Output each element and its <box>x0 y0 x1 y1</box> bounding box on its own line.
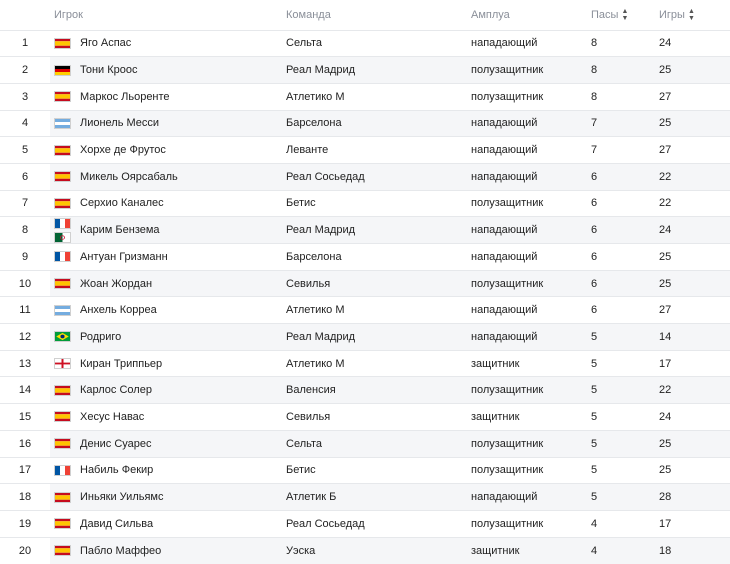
row-number: 8 <box>21 224 29 237</box>
player-info <box>50 117 286 129</box>
player-cell <box>50 110 286 137</box>
player-cell <box>50 457 286 484</box>
team-name[interactable]: Реал Сосьедад <box>286 517 365 530</box>
table-row[interactable] <box>0 270 730 297</box>
player-name[interactable]: Хесус Навас <box>80 410 145 423</box>
assists-count: 6 <box>591 163 659 190</box>
player-role: нападающий <box>471 163 591 190</box>
team-name[interactable]: Атлетико М <box>286 304 345 317</box>
flag-fra-icon <box>54 465 71 476</box>
team-name[interactable]: Бетис <box>286 464 316 477</box>
games-count: 25 <box>659 270 730 297</box>
flag-esp-icon <box>54 171 71 182</box>
table-row[interactable] <box>0 137 730 164</box>
player-info <box>50 411 286 423</box>
assists-count: 7 <box>591 144 598 157</box>
flag-fra-icon <box>54 218 71 229</box>
row-number: 4 <box>21 117 29 130</box>
table-row[interactable] <box>0 377 730 404</box>
games-count: 17 <box>659 357 672 370</box>
player-name[interactable]: Карим Бензема <box>80 224 160 237</box>
player-role: нападающий <box>471 324 591 351</box>
player-name[interactable]: Антуан Гризманн <box>80 250 168 263</box>
player-flags <box>54 465 73 476</box>
player-info <box>50 197 286 209</box>
assists-count: 5 <box>591 324 659 351</box>
row-number: 20 <box>18 544 32 557</box>
player-info <box>50 331 286 343</box>
row-number: 9 <box>21 250 29 263</box>
player-role: полузащитник <box>471 270 591 297</box>
player-role: полузащитник <box>471 464 544 477</box>
row-number: 16 <box>18 437 32 450</box>
player-role: полузащитник <box>471 197 544 210</box>
player-info <box>50 491 286 503</box>
games-count: 18 <box>659 537 730 564</box>
header-team-label: Команда <box>286 8 331 21</box>
player-name[interactable]: Пабло Маффео <box>80 544 162 557</box>
assists-count: 5 <box>591 484 659 511</box>
games-count: 27 <box>659 90 672 103</box>
team-name[interactable]: Барселона <box>286 110 471 137</box>
player-cell <box>50 350 286 377</box>
player-flags <box>54 545 73 556</box>
games-count: 17 <box>659 517 672 530</box>
row-number: 17 <box>18 464 32 477</box>
assists-count: 6 <box>591 304 598 317</box>
team-name[interactable]: Сельта <box>286 37 323 50</box>
player-cell <box>50 430 286 457</box>
player-name[interactable]: Иньяки Уильямс <box>80 491 164 504</box>
row-number: 6 <box>21 170 29 183</box>
flag-esp-icon <box>54 385 71 396</box>
player-name[interactable]: Тони Кроос <box>80 64 138 77</box>
assists-count: 6 <box>591 270 659 297</box>
player-flags <box>54 438 73 449</box>
player-cell <box>50 324 286 351</box>
flag-arg-icon <box>54 118 71 129</box>
player-info <box>50 37 286 49</box>
player-role: полузащитник <box>471 377 591 404</box>
header-games-sortable[interactable] <box>659 0 730 30</box>
player-role: полузащитник <box>471 430 591 457</box>
table-row[interactable] <box>0 457 730 484</box>
player-info <box>50 304 286 316</box>
assists-count: 4 <box>591 537 659 564</box>
row-number: 5 <box>21 144 29 157</box>
sort-arrows-icon[interactable]: ▲ ▼ <box>621 7 629 22</box>
player-info <box>50 64 286 76</box>
player-role: нападающий <box>471 304 538 317</box>
player-cell <box>50 244 286 271</box>
table-row[interactable] <box>0 297 730 324</box>
team-name[interactable]: Атлетико М <box>286 357 345 370</box>
player-cell <box>50 137 286 164</box>
player-cell <box>50 57 286 84</box>
player-name[interactable]: Маркос Льоренте <box>80 90 170 103</box>
player-cell <box>50 404 286 431</box>
player-cell <box>50 510 286 537</box>
flag-esp-icon <box>54 145 71 156</box>
player-info <box>50 171 286 183</box>
assists-count: 5 <box>591 464 598 477</box>
player-flags <box>54 251 73 262</box>
player-info <box>50 438 286 450</box>
table-row[interactable] <box>0 404 730 431</box>
games-count: 14 <box>659 324 730 351</box>
assists-count: 5 <box>591 410 598 423</box>
player-role: защитник <box>471 357 520 370</box>
assists-count: 5 <box>591 357 598 370</box>
player-name[interactable]: Серхио Каналес <box>80 197 164 210</box>
table-row[interactable] <box>0 190 730 217</box>
assists-count: 8 <box>591 37 598 50</box>
row-number: 7 <box>21 197 29 210</box>
games-count: 25 <box>659 110 730 137</box>
games-count: 25 <box>659 464 672 477</box>
player-role: полузащитник <box>471 517 544 530</box>
games-count: 22 <box>659 197 672 210</box>
player-role: нападающий <box>471 144 538 157</box>
header-assists-sortable[interactable] <box>591 0 659 30</box>
assists-count: 5 <box>591 377 659 404</box>
row-number: 10 <box>18 277 32 290</box>
assists-count: 6 <box>591 197 598 210</box>
header-player-label: Игрок <box>54 8 83 21</box>
player-name[interactable]: Денис Суарес <box>80 437 152 450</box>
player-cell <box>50 163 286 190</box>
player-cell <box>50 484 286 511</box>
games-count: 27 <box>659 144 672 157</box>
team-name[interactable]: Атлетико М <box>286 90 345 103</box>
flag-esp-icon <box>54 518 71 529</box>
player-flags <box>54 331 73 342</box>
player-info <box>50 218 286 243</box>
assists-count: 4 <box>591 517 598 530</box>
player-cell <box>50 190 286 217</box>
team-name[interactable]: Реал Сосьедад <box>286 163 471 190</box>
flag-eng-icon <box>54 358 71 369</box>
player-flags <box>54 198 73 209</box>
player-cell <box>50 270 286 297</box>
flag-bra-icon <box>54 331 71 342</box>
table-row[interactable] <box>0 430 730 457</box>
player-flags <box>54 118 73 129</box>
table-row[interactable] <box>0 217 730 244</box>
table-row[interactable] <box>0 537 730 564</box>
row-number: 19 <box>18 517 32 530</box>
player-flags <box>54 305 73 316</box>
player-role: нападающий <box>471 217 591 244</box>
flag-alg-icon <box>54 232 71 243</box>
player-name[interactable]: Лионель Месси <box>80 117 160 130</box>
player-info <box>50 278 286 290</box>
team-name[interactable]: Реал Мадрид <box>286 57 471 84</box>
games-count: 27 <box>659 304 672 317</box>
player-flags <box>54 358 73 369</box>
flag-esp-icon <box>54 411 71 422</box>
assists-count: 8 <box>591 90 598 103</box>
player-info <box>50 251 286 263</box>
table-row[interactable] <box>0 350 730 377</box>
team-name[interactable]: Реал Мадрид <box>286 217 471 244</box>
team-name[interactable]: Барселона <box>286 250 342 263</box>
flag-esp-icon <box>54 91 71 102</box>
player-name[interactable]: Хорхе де Фрутос <box>80 144 166 157</box>
header-games-label[interactable]: Игры <box>659 8 685 21</box>
flag-esp-icon <box>54 198 71 209</box>
player-flags <box>54 38 73 49</box>
row-number: 1 <box>21 37 29 50</box>
player-info <box>50 545 286 557</box>
team-name[interactable]: Севилья <box>286 410 331 423</box>
table-row[interactable] <box>0 83 730 110</box>
player-info <box>50 144 286 156</box>
player-flags <box>54 385 73 396</box>
table-row[interactable] <box>0 324 730 351</box>
flag-esp-icon <box>54 545 71 556</box>
team-name[interactable]: Сельта <box>286 430 471 457</box>
games-count: 25 <box>659 57 730 84</box>
player-cell <box>50 83 286 110</box>
player-role: защитник <box>471 410 520 423</box>
assists-count: 8 <box>591 57 659 84</box>
table-row[interactable] <box>0 57 730 84</box>
flag-esp-icon <box>54 492 71 503</box>
flag-esp-icon <box>54 438 71 449</box>
header-role-label: Амплуа <box>471 8 510 21</box>
games-count: 22 <box>659 163 730 190</box>
player-role: нападающий <box>471 250 538 263</box>
player-flags <box>54 218 73 243</box>
table-body <box>0 30 730 564</box>
player-info <box>50 518 286 530</box>
player-name[interactable]: Киран Триппьер <box>80 357 163 370</box>
player-role: нападающий <box>471 110 591 137</box>
player-info <box>50 384 286 396</box>
header-role <box>471 0 591 30</box>
player-flags <box>54 518 73 529</box>
row-number: 15 <box>18 410 32 423</box>
table-row[interactable] <box>0 30 730 57</box>
games-count: 24 <box>659 37 672 50</box>
player-role: нападающий <box>471 484 591 511</box>
flag-fra-icon <box>54 251 71 262</box>
row-number: 14 <box>18 384 32 397</box>
team-name[interactable]: Атлетик Б <box>286 484 471 511</box>
games-count: 28 <box>659 484 730 511</box>
team-name[interactable]: Леванте <box>286 144 329 157</box>
header-num <box>0 0 50 30</box>
player-name[interactable]: Жоан Жордан <box>80 277 153 290</box>
flag-esp-icon <box>54 278 71 289</box>
flag-ger-icon <box>54 65 71 76</box>
table-row[interactable] <box>0 510 730 537</box>
flag-arg-icon <box>54 305 71 316</box>
player-role: полузащитник <box>471 90 544 103</box>
assists-count: 5 <box>591 430 659 457</box>
player-flags <box>54 411 73 422</box>
player-name[interactable]: Карлос Солер <box>80 384 152 397</box>
player-name[interactable]: Микель Оярсабаль <box>80 170 178 183</box>
header-player <box>50 0 286 30</box>
player-name[interactable]: Давид Сильва <box>80 517 154 530</box>
team-name[interactable]: Уэска <box>286 537 471 564</box>
player-flags <box>54 145 73 156</box>
row-number: 18 <box>18 491 32 504</box>
sort-arrows-icon[interactable]: ▲ ▼ <box>687 7 695 22</box>
games-count: 25 <box>659 250 672 263</box>
player-name[interactable]: Анхель Корреа <box>80 304 157 317</box>
team-name[interactable]: Валенсия <box>286 377 471 404</box>
team-name[interactable]: Севилья <box>286 270 471 297</box>
player-name[interactable]: Родриго <box>80 330 122 343</box>
team-name[interactable]: Реал Мадрид <box>286 324 471 351</box>
row-number: 11 <box>19 304 31 317</box>
player-info <box>50 464 286 476</box>
player-flags <box>54 91 73 102</box>
player-cell <box>50 30 286 57</box>
player-role: защитник <box>471 537 591 564</box>
player-name[interactable]: Набиль Фекир <box>80 464 154 477</box>
table-header-row <box>0 0 730 30</box>
row-number: 12 <box>18 330 32 343</box>
player-info <box>50 91 286 103</box>
table-row[interactable] <box>0 244 730 271</box>
header-team <box>286 0 471 30</box>
table-row[interactable] <box>0 163 730 190</box>
header-assists-label[interactable]: Пасы <box>591 8 619 21</box>
table-row[interactable] <box>0 484 730 511</box>
row-number: 2 <box>21 64 29 77</box>
row-number: 13 <box>18 357 32 370</box>
games-count: 25 <box>659 430 730 457</box>
player-cell <box>50 217 286 244</box>
games-count: 24 <box>659 217 730 244</box>
player-role: нападающий <box>471 37 538 50</box>
team-name[interactable]: Бетис <box>286 197 316 210</box>
games-count: 24 <box>659 410 672 423</box>
table-row[interactable] <box>0 110 730 137</box>
player-flags <box>54 278 73 289</box>
assists-count: 7 <box>591 110 659 137</box>
player-info <box>50 358 286 370</box>
player-flags <box>54 171 73 182</box>
assists-count: 6 <box>591 250 598 263</box>
player-name[interactable]: Яго Аспас <box>80 37 132 50</box>
player-cell <box>50 377 286 404</box>
assists-count: 6 <box>591 217 659 244</box>
row-number: 3 <box>21 90 29 103</box>
player-cell <box>50 537 286 564</box>
player-role: полузащитник <box>471 57 591 84</box>
flag-esp-icon <box>54 38 71 49</box>
games-count: 22 <box>659 377 730 404</box>
player-flags <box>54 65 73 76</box>
player-flags <box>54 492 73 503</box>
player-cell <box>50 297 286 324</box>
